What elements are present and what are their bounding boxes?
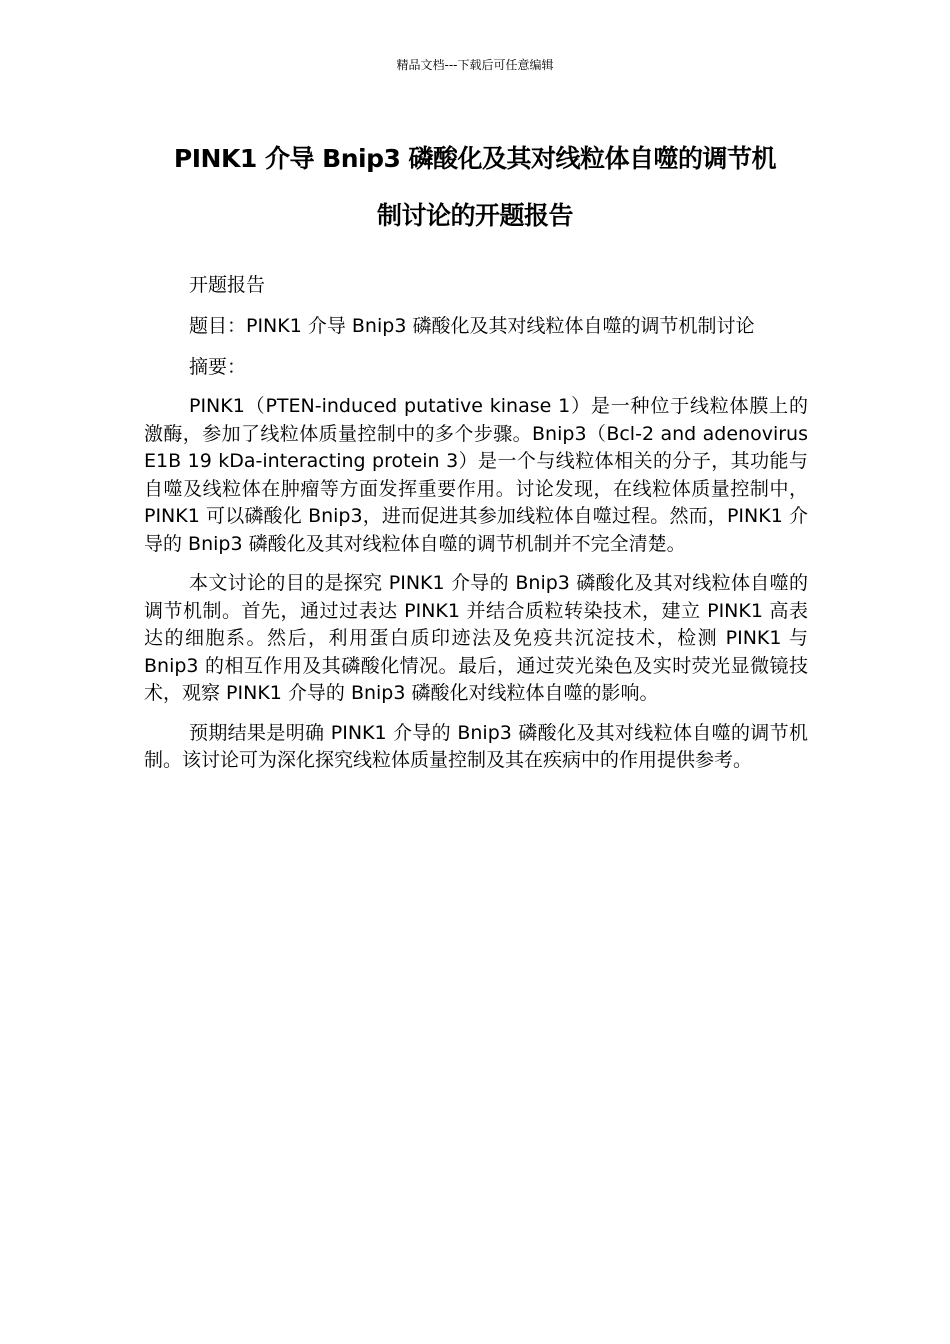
topic-line: 题目：PINK1 介导 Bnip3 磷酸化及其对线粒体自噬的调节机制讨论 — [189, 315, 755, 337]
abstract-paragraph-3: 预期结果是明确 PINK1 介导的 Bnip3 磷酸化及其对线粒体自噬的调节机制。该讨论可为深化探究线粒体质量控制及其在疾病中的作用提供参考。 — [144, 721, 808, 771]
abstract-paragraph-1: PINK1（PTEN-induced putative kinase 1）是一种位于线粒体膜上的激酶，参加了线粒体质量控制中的多个步骤。Bnip3（Bcl-2 and adenovirus E1B 19 kDa-interacting protein 3）是一个与线粒体相关的分子，其功能与自噬及线粒体在肿瘤等方面发挥重要作用。讨论发现，在线粒体质量控制中，PINK1 可以磷酸化 Bnip3，进而促进其参加线粒体自噬过程。然而，PINK1 介导的 Bnip3 磷酸化及其对线粒体自噬的调节机制并不完全清楚。 — [144, 395, 808, 555]
document-title — [130, 130, 820, 244]
abstract-paragraph-2: 本文讨论的目的是探究 PINK1 介导的 Bnip3 磷酸化及其对线粒体自噬的调节机制。首先，通过过表达 PINK1 并结合质粒转染技术，建立 PINK1 高表达的细胞系。然后，利用蛋白质印迹法及免疫共沉淀技术，检测 PINK1 与 Bnip3 的相互作用及其磷酸化情况。最后，通过荧光染色及实时荧光显微镜技术，观察 PINK1 介导的 Bnip3 磷酸化对线粒体自噬的影响。 — [144, 572, 808, 704]
title-line-1: PINK1 介导 Bnip3 磷酸化及其对线粒体自噬的调节机 — [173, 144, 777, 173]
title-line-2: 制讨论的开题报告 — [376, 201, 573, 230]
section-label: 开题报告 — [189, 274, 266, 296]
page-header: 精品文档---下载后可任意编辑 — [396, 58, 554, 72]
abstract-label: 摘要： — [189, 356, 247, 378]
document-body — [144, 270, 808, 787]
